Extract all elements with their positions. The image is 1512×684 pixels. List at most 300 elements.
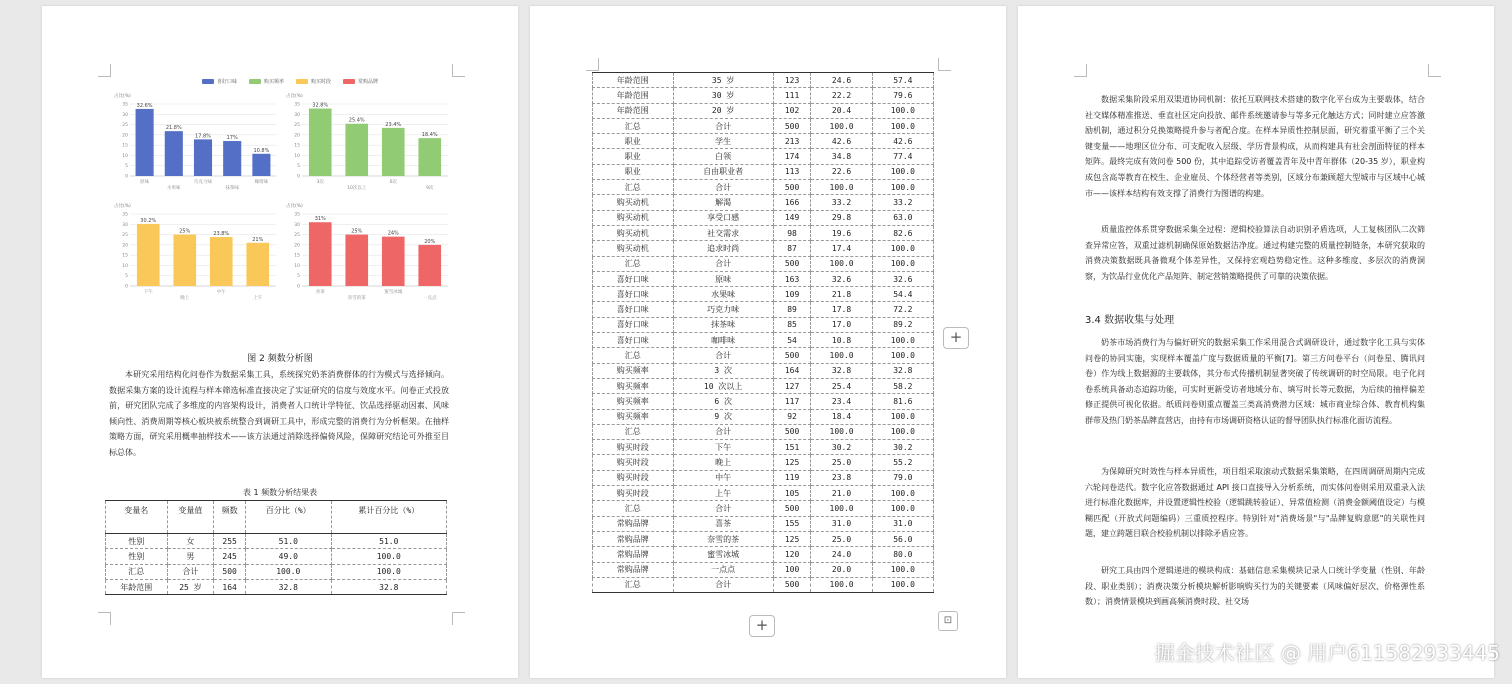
- table-cell: 79.6: [872, 88, 933, 103]
- table-row: [106, 579, 447, 594]
- table-cell: 34.8: [811, 149, 872, 164]
- chart-time: [112, 200, 282, 304]
- y-tick-label: 30: [294, 222, 300, 228]
- data-label: 17%: [226, 135, 238, 142]
- legend-swatch: [343, 79, 355, 84]
- body-paragraph: 为保障研究时效性与样本异质性，项目组采取滚动式数据采集策略，在四周调研周期内完成六轮问卷迭代。数字化应答数据通过 API 接口直接导入分析系统，而实体问卷则采用双重录入法进行标准化数据库，并设置逻辑性校验（逻辑跳转验证）、异常值检测（消费金额阈值设定）与模糊匹配（开放式问题编码）三重质控程序。特别针对"消费场景"与"品牌复购意愿"的关联性问题，建立跨题目联合校验机制以排除矛盾应答。: [1085, 467, 1425, 539]
- legend-item: [343, 78, 378, 85]
- table-cell: 喜好口味: [593, 287, 674, 302]
- bar: [210, 237, 233, 286]
- table-row: [593, 562, 934, 577]
- table-cell: 晚上: [673, 455, 773, 470]
- table-cell: 原味: [673, 271, 773, 286]
- table-cell: 82.6: [872, 225, 933, 240]
- table-cell: 喜好口味: [593, 333, 674, 348]
- table-cell: 常购品牌: [593, 562, 674, 577]
- table-cell: 常购品牌: [593, 516, 674, 531]
- table-cell: 追求时尚: [673, 241, 773, 256]
- table-cell: 100.0: [872, 424, 933, 439]
- y-tick-label: 15: [294, 143, 300, 149]
- legend-swatch: [202, 79, 214, 84]
- data-label: 23.8%: [213, 231, 230, 238]
- table-cell: 蜜雪冰城: [673, 547, 773, 562]
- table-cell: 100.0: [872, 241, 933, 256]
- table-cell: 123: [773, 73, 811, 88]
- table-cell: 92: [773, 409, 811, 424]
- table-cell: 21.0: [811, 486, 872, 501]
- table-cell: 100.0: [872, 180, 933, 195]
- table-row: [593, 317, 934, 332]
- y-tick-label: 35: [294, 102, 300, 108]
- table-cell: 166: [773, 195, 811, 210]
- figure-caption: 图 2 频数分析图: [247, 354, 313, 364]
- table-cell: 年龄范围: [106, 579, 168, 594]
- bar: [136, 109, 154, 176]
- x-tick-label: 10次以上: [347, 186, 367, 191]
- table-row: [593, 363, 934, 378]
- table-row: [593, 348, 934, 363]
- table-cell: 54.4: [872, 287, 933, 302]
- table-cell: 20 岁: [673, 103, 773, 118]
- table-cell: 58.2: [872, 378, 933, 393]
- legend-swatch: [296, 79, 308, 84]
- table-header: 变量值: [167, 501, 214, 534]
- y-tick-label: 15: [122, 143, 128, 149]
- table-cell: 500: [773, 180, 811, 195]
- table-cell: 购买动机: [593, 241, 674, 256]
- table-cell: 25.0: [811, 531, 872, 546]
- table-cell: 245: [214, 549, 246, 564]
- table-cell: 25.0: [811, 455, 872, 470]
- table-cell: 163: [773, 271, 811, 286]
- bar: [345, 124, 368, 176]
- crop-mark: [452, 64, 465, 77]
- table-cell: 35 岁: [673, 73, 773, 88]
- y-tick-label: 10: [122, 263, 128, 269]
- body-paragraph: 数据采集阶段采用双渠道协同机制：依托互联网技术搭建的数字化平台成为主要载体，结合社交媒体精准推送、垂直社区定向投放、邮件系统邀请参与等多元化触达方式；同时建立应答激励机制，通过积分兑换策略提升参与者配合度。在样本异质性控制层面，研究着重平衡了三个关键变量——地理区位分布、可支配收入层级、学历背景构成，从而构建具有社会剖面特征的样本矩阵。最终完成有效问卷 500 份，其中追踪受访者覆盖青年及中青年群体（20-35 岁），职业构成包含高等教育在校生、企业雇员、个体经营者等类别，区域分布兼顾超大型城市与区域中心城市——该样本结构有效支撑了消费行为图谱的构建。: [1085, 95, 1425, 198]
- bar: [223, 141, 241, 176]
- table-cell: 89: [773, 302, 811, 317]
- bar: [173, 235, 196, 286]
- table-cell: 100.0: [331, 549, 446, 564]
- table-caption: 表 1 频数分析结果表: [242, 488, 318, 497]
- table-row: [593, 287, 934, 302]
- y-tick-label: 30: [122, 112, 128, 118]
- x-tick-label: 原味: [140, 180, 150, 185]
- bar: [418, 138, 441, 176]
- table-cell: 合计: [673, 118, 773, 133]
- x-tick-label: 上午: [253, 296, 263, 301]
- table-cell: 29.8: [811, 210, 872, 225]
- table-cell: 100.0: [872, 577, 933, 592]
- table-row: [593, 164, 934, 179]
- y-tick-label: 5: [125, 164, 128, 170]
- table-row: [593, 149, 934, 164]
- y-tick-label: 25: [294, 123, 300, 129]
- data-label: 17.8%: [195, 133, 211, 140]
- data-label: 21.8%: [165, 125, 182, 132]
- table-cell: 常购品牌: [593, 531, 674, 546]
- table-row: [593, 501, 934, 516]
- legend-item: [249, 78, 284, 85]
- table-row: [593, 424, 934, 439]
- table-cell: 17.8: [811, 302, 872, 317]
- y-tick-label: 5: [297, 274, 300, 280]
- table-cell: 79.0: [872, 470, 933, 485]
- table-row: [593, 302, 934, 317]
- table-cell: 55.2: [872, 455, 933, 470]
- table-row: [593, 333, 934, 348]
- section-heading: 3.4 数据收集与处理: [1085, 315, 1175, 326]
- crop-mark: [938, 58, 951, 71]
- table-cell: 33.2: [872, 195, 933, 210]
- bar: [418, 245, 441, 286]
- bar: [194, 139, 212, 176]
- table-cell: 85: [773, 317, 811, 332]
- table-cell: 54: [773, 333, 811, 348]
- table-cell: 水果味: [673, 287, 773, 302]
- crop-mark: [98, 612, 111, 625]
- table-cell: 汇总: [593, 256, 674, 271]
- table-cell: 女: [167, 534, 214, 549]
- table-cell: 125: [773, 455, 811, 470]
- table-cell: 98: [773, 225, 811, 240]
- table-cell: 500: [773, 256, 811, 271]
- table-cell: 120: [773, 547, 811, 562]
- table-resize-handle[interactable]: ⊡: [938, 611, 958, 631]
- table-cell: 6 次: [673, 394, 773, 409]
- table-cell: 500: [773, 501, 811, 516]
- table-row: [593, 103, 934, 118]
- table-cell: 合计: [673, 501, 773, 516]
- y-tick-label: 25: [122, 233, 128, 239]
- table-cell: 购买时段: [593, 470, 674, 485]
- table-row: [593, 455, 934, 470]
- table-cell: 常购品牌: [593, 547, 674, 562]
- table-cell: 合计: [673, 577, 773, 592]
- y-tick-label: 25: [122, 123, 128, 129]
- table-cell: 100.0: [331, 564, 446, 579]
- x-tick-label: 巧克力味: [194, 180, 212, 185]
- table-row: [593, 88, 934, 103]
- document-page-2: [530, 6, 1006, 678]
- table-cell: 100.0: [811, 180, 872, 195]
- table-cell: 合计: [673, 256, 773, 271]
- table-cell: 白领: [673, 149, 773, 164]
- table-cell: 32.8: [331, 579, 446, 594]
- table-cell: 学生: [673, 134, 773, 149]
- chart-legend: [202, 78, 378, 85]
- table-cell: 100.0: [872, 103, 933, 118]
- table-cell: 喜好口味: [593, 317, 674, 332]
- table-cell: 合计: [673, 348, 773, 363]
- table-row: [593, 470, 934, 485]
- table-cell: 合计: [673, 424, 773, 439]
- table-cell: 抹茶味: [673, 317, 773, 332]
- y-tick-label: 30: [122, 222, 128, 228]
- table-cell: 解渴: [673, 195, 773, 210]
- y-tick-label: 15: [122, 253, 128, 259]
- table-cell: 100: [773, 562, 811, 577]
- table-cell: 117: [773, 394, 811, 409]
- table-cell: 127: [773, 378, 811, 393]
- table-cell: 22.2: [811, 88, 872, 103]
- table-cell: 25.4: [811, 378, 872, 393]
- table-cell: 职业: [593, 134, 674, 149]
- table-cell: 购买时段: [593, 455, 674, 470]
- table-cell: 33.2: [811, 195, 872, 210]
- table-cell: 10 次以上: [673, 378, 773, 393]
- y-axis-label: 占比(%): [286, 94, 303, 99]
- y-tick-label: 10: [122, 153, 128, 159]
- table-cell: 社交需求: [673, 225, 773, 240]
- table-cell: 喜茶: [673, 516, 773, 531]
- bar: [165, 131, 183, 176]
- table-row: [593, 378, 934, 393]
- crop-mark: [586, 58, 599, 71]
- table-cell: 80.0: [872, 547, 933, 562]
- table-cell: 100.0: [811, 577, 872, 592]
- x-tick-label: 下午: [143, 290, 153, 295]
- legend-label: 常购品牌: [358, 79, 379, 85]
- table-cell: 购买时段: [593, 440, 674, 455]
- table-cell: 42.6: [811, 134, 872, 149]
- table-cell: 56.0: [872, 531, 933, 546]
- table-cell: 职业: [593, 164, 674, 179]
- table-cell: 109: [773, 287, 811, 302]
- y-tick-label: 10: [294, 263, 300, 269]
- x-tick-label: 喜茶: [315, 290, 325, 295]
- table-cell: 23.4: [811, 394, 872, 409]
- chart-brand: [284, 200, 454, 304]
- table-cell: 咖啡味: [673, 333, 773, 348]
- table-cell: 购买频率: [593, 394, 674, 409]
- table-cell: 42.6: [872, 134, 933, 149]
- y-tick-label: 35: [294, 212, 300, 218]
- table-row: [593, 256, 934, 271]
- x-tick-label: 咖啡味: [254, 180, 269, 185]
- table-cell: 100.0: [872, 501, 933, 516]
- document-page-1: [42, 6, 518, 678]
- crop-mark: [1074, 64, 1087, 77]
- y-tick-label: 35: [122, 102, 128, 108]
- table-cell: 17.0: [811, 317, 872, 332]
- table-cell: 89.2: [872, 317, 933, 332]
- y-axis-label: 占比(%): [286, 204, 303, 209]
- table-cell: 255: [214, 534, 246, 549]
- table-cell: 102: [773, 103, 811, 118]
- table-row: [593, 394, 934, 409]
- table-cell: 3 次: [673, 363, 773, 378]
- table-cell: 81.6: [872, 394, 933, 409]
- table-row: [593, 180, 934, 195]
- table-cell: 购买频率: [593, 409, 674, 424]
- table-cell: 500: [214, 564, 246, 579]
- site-watermark: 掘金技术社区 @ 用户611582933445: [1154, 641, 1500, 665]
- table-cell: 年龄范围: [593, 88, 674, 103]
- table-cell: 500: [773, 348, 811, 363]
- table-row: [593, 577, 934, 592]
- crop-mark: [452, 612, 465, 625]
- data-label: 21%: [252, 236, 264, 243]
- bar: [252, 154, 270, 176]
- table-cell: 25 岁: [167, 579, 214, 594]
- table-cell: 32.8: [811, 363, 872, 378]
- table-cell: 购买动机: [593, 210, 674, 225]
- table-cell: 164: [214, 579, 246, 594]
- legend-item: [296, 78, 331, 85]
- chart-flavor: [112, 90, 282, 194]
- table-cell: 100.0: [872, 562, 933, 577]
- table-header: 频数: [214, 501, 246, 534]
- x-tick-label: 中午: [216, 290, 226, 295]
- table-cell: 汇总: [106, 564, 168, 579]
- table-row: [593, 486, 934, 501]
- table-row: [593, 241, 934, 256]
- table-cell: 17.4: [811, 241, 872, 256]
- data-label: 32.6%: [136, 102, 153, 109]
- table-cell: 100.0: [872, 486, 933, 501]
- table-row: [593, 547, 934, 562]
- table-cell: 100.0: [872, 164, 933, 179]
- legend-label: 购买时段: [311, 79, 332, 85]
- table-cell: 100.0: [811, 256, 872, 271]
- table-cell: 32.8: [246, 579, 332, 594]
- table-cell: 职业: [593, 149, 674, 164]
- insert-button[interactable]: +: [943, 327, 969, 349]
- table-row: [593, 225, 934, 240]
- table-cell: 20.4: [811, 103, 872, 118]
- table-cell: 30.2: [811, 440, 872, 455]
- table-cell: 汇总: [593, 501, 674, 516]
- table-cell: 100.0: [811, 348, 872, 363]
- table-cell: 20.0: [811, 562, 872, 577]
- table-row: [593, 118, 934, 133]
- table-row: [106, 564, 447, 579]
- table-cell: 100.0: [246, 564, 332, 579]
- y-tick-label: 15: [294, 253, 300, 259]
- table-cell: 性别: [106, 549, 168, 564]
- table-header: 百分比（%）: [246, 501, 332, 534]
- table-cell: 购买频率: [593, 363, 674, 378]
- table-cell: 上午: [673, 486, 773, 501]
- document-page-3: [1018, 6, 1494, 678]
- table-cell: 31.0: [872, 516, 933, 531]
- data-label: 20%: [424, 238, 436, 245]
- body-paragraph: 研究工具由四个逻辑递进的模块构成：基础信息采集模块记录人口统计学变量（性别、年龄段、职业类别）；消费决策分析模块解析影响购买行为的关键要素（风味偏好层次、价格弹性系数）；消费情景模块到画高频消费时段、社交场: [1085, 566, 1425, 607]
- table-row: [593, 271, 934, 286]
- table-cell: 21.8: [811, 287, 872, 302]
- table-cell: 32.8: [872, 363, 933, 378]
- table-row: [593, 440, 934, 455]
- table-cell: 32.6: [811, 271, 872, 286]
- table-row: [593, 516, 934, 531]
- x-tick-label: 奈雪的茶: [347, 296, 366, 301]
- table-cell: 汇总: [593, 180, 674, 195]
- table-cell: 喜好口味: [593, 271, 674, 286]
- bar: [345, 235, 368, 286]
- table-cell: 购买时段: [593, 486, 674, 501]
- table-cell: 57.4: [872, 73, 933, 88]
- body-paragraph: 奶茶市场消费行为与偏好研究的数据采集工作采用混合式调研设计，通过数字化工具与实体问卷的协同实施，实现样本覆盖广度与数据质量的平衡[7]。第三方问卷平台（问卷星、腾讯问卷）作为线上数据源的主要载体，其分布式传播机制显著突破了传统调研的时空局限。电子化问卷系统具备动态追踪功能，可实时更新受访者地域分布、填写时长等元数据，为后续的抽样偏差修正提供可视化依据。纸质问卷则重点覆盖三类高消费潜力区域：城市商业综合体、教育机构集群带及热门奶茶品牌直营店，由持有市场调研资格认证的督导团队执行标准化面访流程。: [1085, 338, 1425, 425]
- table-cell: 奈雪的茶: [673, 531, 773, 546]
- table-cell: 100.0: [811, 118, 872, 133]
- body-paragraph: 本研究采用结构化问卷作为数据采集工具，系统探究奶茶消费群体的行为模式与选择倾向。数据采集方案的设计流程与样本筛选标准直接决定了实证研究的信度与效度水平。问卷正式投放前，研究团队完成了多维度的内容架构设计，消费者人口统计学特征、饮品选择驱动因素、风味倾向性、消费周期等核心板块被系统整合到调研工具中，形成完整的消费行为分析框架。在抽样策略方面，研究采用概率抽样技术——该方法通过消除选择偏倚风险，保障研究结论可外推至目标总体。: [109, 370, 449, 457]
- frequency-table-continued: [592, 72, 934, 593]
- x-tick-label: 水果味: [167, 186, 181, 191]
- x-tick-label: 蜜雪冰城: [384, 290, 403, 295]
- table-cell: 119: [773, 470, 811, 485]
- table-cell: 24.0: [811, 547, 872, 562]
- x-tick-label: 3次: [316, 180, 324, 185]
- y-tick-label: 5: [125, 274, 128, 280]
- table-cell: 汇总: [593, 577, 674, 592]
- table-cell: 24.6: [811, 73, 872, 88]
- table-cell: 中午: [673, 470, 773, 485]
- table-cell: 77.4: [872, 149, 933, 164]
- table-cell: 性别: [106, 534, 168, 549]
- table-row: [106, 549, 447, 564]
- table-cell: 51.0: [246, 534, 332, 549]
- x-tick-label: 6次: [389, 180, 397, 185]
- table-cell: 105: [773, 486, 811, 501]
- y-axis-label: 占比(%): [114, 94, 131, 99]
- table-cell: 100.0: [872, 333, 933, 348]
- table-cell: 32.6: [872, 271, 933, 286]
- table-header: 变量名: [106, 501, 168, 534]
- x-tick-label: 9次: [426, 186, 434, 191]
- y-tick-label: 10: [294, 153, 300, 159]
- table-cell: 100.0: [872, 118, 933, 133]
- table-cell: 汇总: [593, 118, 674, 133]
- table-cell: 年龄范围: [593, 103, 674, 118]
- table-cell: 151: [773, 440, 811, 455]
- legend-item: [202, 78, 237, 85]
- table-row: [106, 534, 447, 549]
- table-row: [593, 409, 934, 424]
- crop-mark: [98, 64, 111, 77]
- x-tick-label: 抹茶味: [225, 186, 239, 191]
- y-tick-label: 20: [122, 243, 128, 249]
- table-cell: 213: [773, 134, 811, 149]
- table-cell: 164: [773, 363, 811, 378]
- y-tick-label: 20: [294, 243, 300, 249]
- table-cell: 500: [773, 118, 811, 133]
- table-cell: 合计: [673, 180, 773, 195]
- x-tick-label: 晚上: [180, 296, 190, 301]
- table-cell: 购买动机: [593, 225, 674, 240]
- table-cell: 18.4: [811, 409, 872, 424]
- table-header: 累计百分比（%）: [331, 501, 446, 534]
- add-row-button[interactable]: +: [749, 615, 775, 637]
- table-cell: 100.0: [872, 409, 933, 424]
- table-cell: 31.0: [811, 516, 872, 531]
- table-row: [593, 195, 934, 210]
- table-cell: 500: [773, 424, 811, 439]
- y-tick-label: 20: [294, 133, 300, 139]
- bar: [382, 237, 405, 286]
- y-tick-label: 35: [122, 212, 128, 218]
- table-cell: 100.0: [811, 424, 872, 439]
- table-cell: 自由职业者: [673, 164, 773, 179]
- table-cell: 9 次: [673, 409, 773, 424]
- legend-label: 购买频率: [264, 79, 285, 85]
- crop-mark: [1428, 64, 1441, 77]
- table-cell: 113: [773, 164, 811, 179]
- data-label: 25.4%: [348, 117, 365, 124]
- table-cell: 174: [773, 149, 811, 164]
- chart-frequency: [284, 90, 454, 194]
